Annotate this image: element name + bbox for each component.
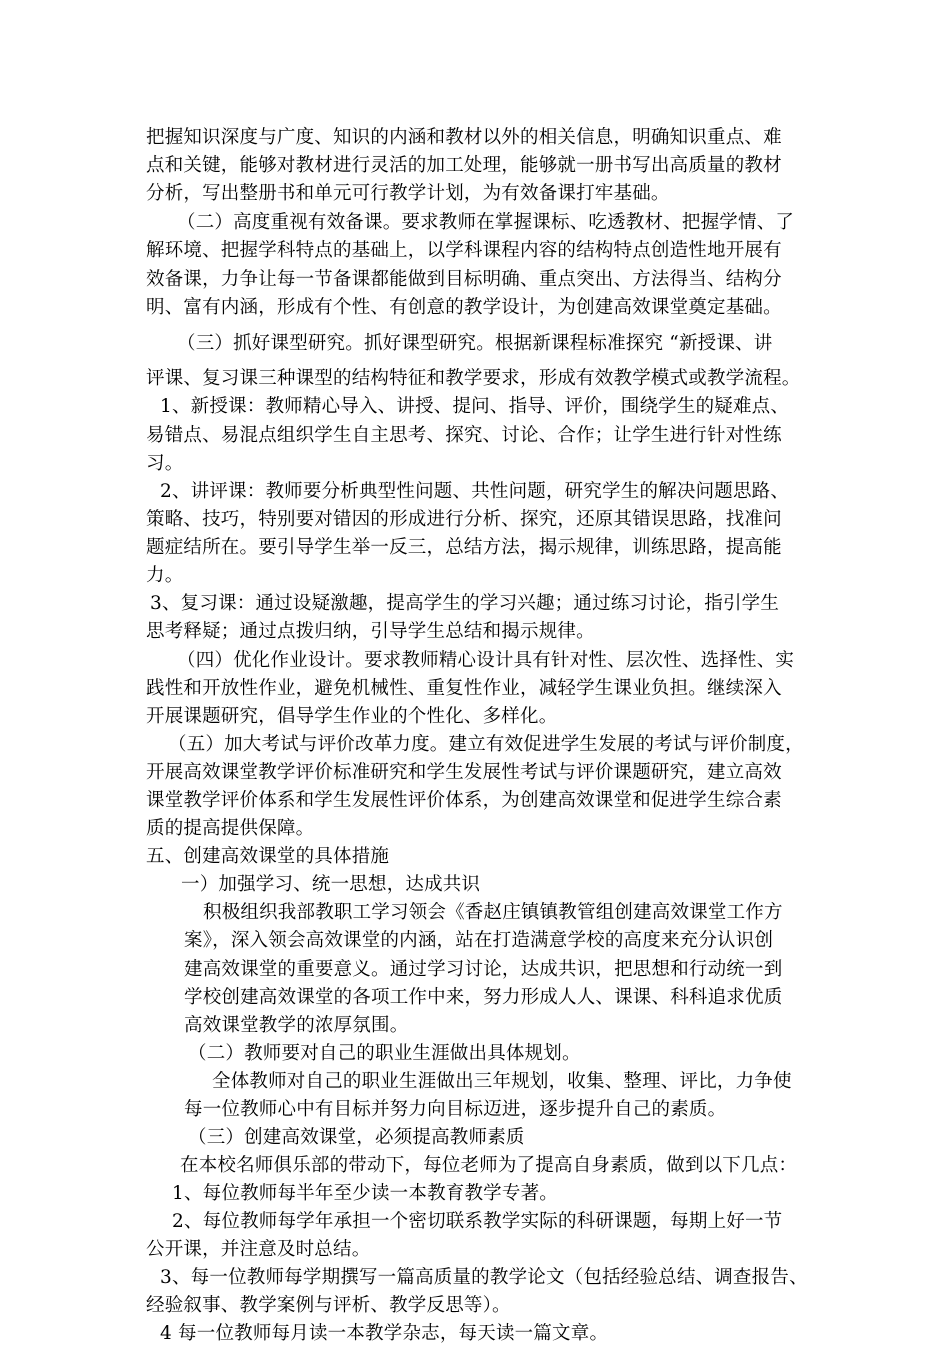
text-line: （五）加大考试与评价改革力度。建立有效促进学生发展的考试与评价制度， xyxy=(168,734,804,755)
text-line: 学校创建高效课堂的各项工作中来，努力形成人人、课课、科科追求优质 xyxy=(184,987,783,1008)
text-line: （三）抓好课型研究。抓好课型研究。根据新课程标准探究 “新授课、讲 xyxy=(177,333,773,354)
text-line: 2、每位教师每学年承担一个密切联系教学实际的科研课题，每期上好一节 xyxy=(172,1211,783,1232)
text-line: 3、每一位教师每学期撰写一篇高质量的教学论文（包括经验总结、调查报告、 xyxy=(160,1267,808,1288)
subsection-heading: 一）加强学习、统一思想，达成共识 xyxy=(181,874,481,895)
text-line: 习。 xyxy=(146,453,184,474)
text-line: 案》，深入领会高效课堂的内涵，站在打造满意学校的高度来充分认识创 xyxy=(184,930,774,951)
text-line: 明、富有内涵，形成有个性、有创意的教学设计，为创建高效课堂奠定基础。 xyxy=(146,297,782,318)
text-line: （二）高度重视有效备课。要求教师在掌握课标、吃透教材、把握学情、了 xyxy=(177,212,795,233)
text-line: 点和关键，能够对教材进行灵活的加工处理，能够就一册书写出高质量的教材 xyxy=(146,155,782,176)
text-line: 评课、复习课三种课型的结构特征和教学要求，形成有效教学模式或教学流程。 xyxy=(146,368,801,389)
text-line: 把握知识深度与广度、知识的内涵和教材以外的相关信息，明确知识重点、难 xyxy=(146,127,782,148)
text-line: 2、讲评课：教师要分析典型性问题、共性问题，研究学生的解决问题思路、 xyxy=(160,481,790,502)
text-line: 开展高效课堂教学评价标准研究和学生发展性考试与评价课题研究，建立高效 xyxy=(146,762,782,783)
text-line: 践性和开放性作业，避免机械性、重复性作业，减轻学生课业负担。继续深入 xyxy=(146,678,782,699)
text-line: 积极组织我部教职工学习领会《香赵庄镇镇教管组创建高效课堂工作方 xyxy=(203,902,783,923)
text-line: 易错点、易混点组织学生自主思考、探究、讨论、合作；让学生进行针对性练 xyxy=(146,425,782,446)
section-heading: 五、创建高效课堂的具体措施 xyxy=(146,846,390,867)
text-line: 公开课，并注意及时总结。 xyxy=(146,1239,371,1260)
text-line: 1、新授课：教师精心导入、讲授、提问、指导、评价，围绕学生的疑难点、 xyxy=(160,396,790,417)
text-line: 3、复习课：通过设疑激趣，提高学生的学习兴趣；通过练习讨论，指引学生 xyxy=(150,593,780,614)
text-line: （四）优化作业设计。要求教师精心设计具有针对性、层次性、选择性、实 xyxy=(177,650,795,671)
text-line: 经验叙事、教学案例与评析、教学反思等）。 xyxy=(146,1295,511,1316)
text-line: 解环境、把握学科特点的基础上，以学科课程内容的结构特点创造性地开展有 xyxy=(146,240,782,261)
text-line: 力。 xyxy=(146,565,184,586)
text-line: 题症结所在。要引导学生举一反三，总结方法，揭示规律，训练思路，提高能 xyxy=(146,537,782,558)
text-line: 建高效课堂的重要意义。通过学习讨论，达成共识，把思想和行动统一到 xyxy=(184,959,783,980)
text-line: 1、每位教师每半年至少读一本教育教学专著。 xyxy=(172,1183,558,1204)
text-line: 每一位教师心中有目标并努力向目标迈进，逐步提升自己的素质。 xyxy=(184,1099,727,1120)
text-line: 4 每一位教师每月读一本教学杂志，每天读一篇文章。 xyxy=(160,1323,609,1344)
text-line: 课堂教学评价体系和学生发展性评价体系，为创建高效课堂和促进学生综合素 xyxy=(146,790,782,811)
text-line: 思考释疑；通过点拨归纳，引导学生总结和揭示规律。 xyxy=(146,621,595,642)
text-line: 策略、技巧，特别要对错因的形成进行分析、探究，还原其错误思路，找准问 xyxy=(146,509,782,530)
text-line: 分析，写出整册书和单元可行教学计划，为有效备课打牢基础。 xyxy=(146,183,670,204)
subsection-heading: （三）创建高效课堂，必须提高教师素质 xyxy=(188,1127,525,1148)
text-line: 在本校名师俱乐部的带动下，每位老师为了提高自身素质，做到以下几点： xyxy=(180,1155,798,1176)
text-line: 质的提高提供保障。 xyxy=(146,818,315,839)
subsection-heading: （二）教师要对自己的职业生涯做出具体规划。 xyxy=(188,1043,581,1064)
text-line: 开展课题研究，倡导学生作业的个性化、多样化。 xyxy=(146,706,558,727)
text-line: 效备课，力争让每一节备课都能做到目标明确、重点突出、方法得当、结构分 xyxy=(146,269,782,290)
text-line: 全体教师对自己的职业生涯做出三年规划，收集、整理、评比，力争使 xyxy=(212,1071,792,1092)
text-line: 高效课堂教学的浓厚氛围。 xyxy=(184,1015,409,1036)
